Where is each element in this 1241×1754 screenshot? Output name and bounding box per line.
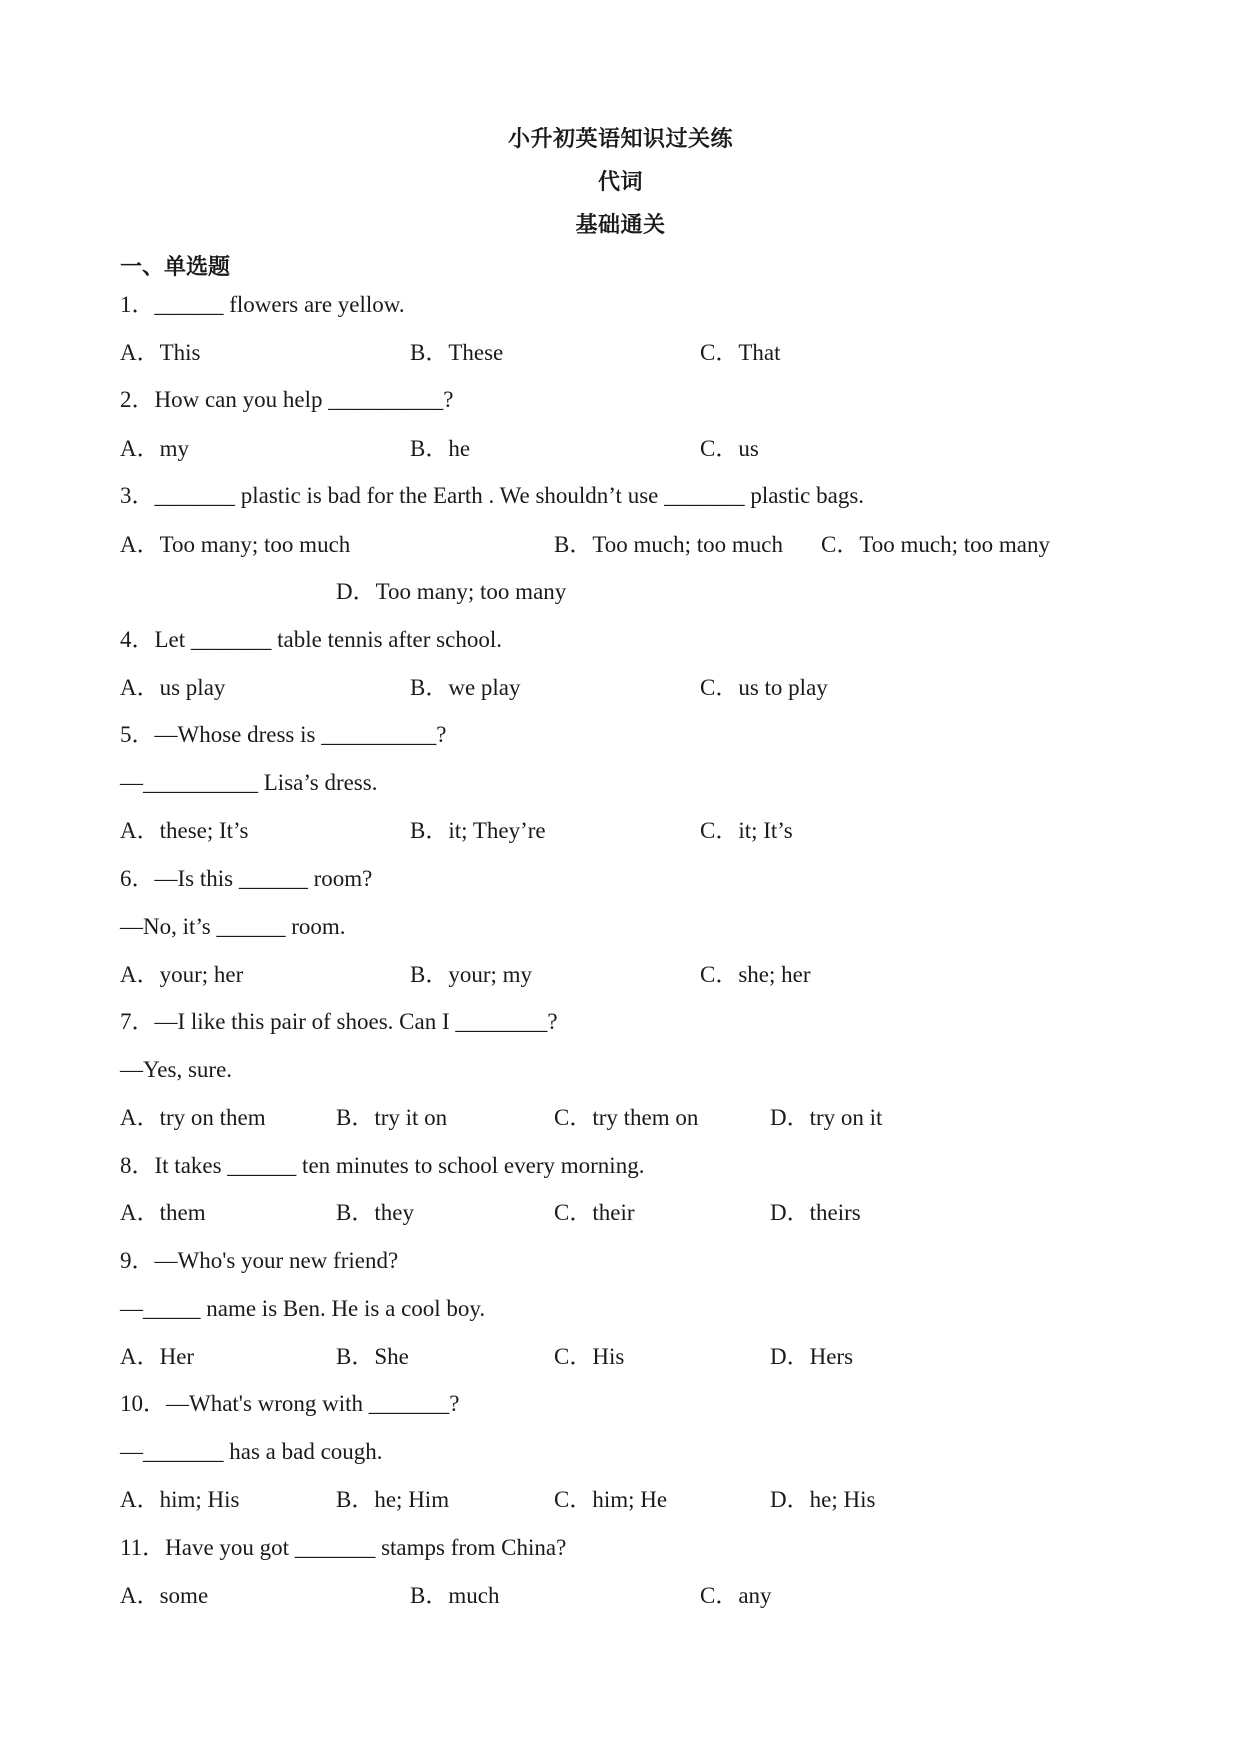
q11-option-a[interactable]: A．some bbox=[120, 1583, 209, 1608]
q8-option-b[interactable]: B．they bbox=[336, 1200, 414, 1225]
question-6-reply: —No, it’s ______ room. bbox=[120, 914, 346, 939]
q10-option-c[interactable]: C．him; He bbox=[554, 1487, 668, 1512]
q11-option-b[interactable]: B．much bbox=[410, 1583, 500, 1608]
q8-option-c[interactable]: C．their bbox=[554, 1200, 635, 1225]
doc-title: 小升初英语知识过关练 bbox=[507, 127, 733, 152]
q4-option-a[interactable]: A．us play bbox=[120, 675, 226, 700]
question-6-stem: 6．—Is this ______ room? bbox=[120, 866, 373, 891]
q6-option-b[interactable]: B．your; my bbox=[410, 962, 533, 987]
question-4-stem: 4．Let _______ table tennis after school. bbox=[120, 627, 502, 652]
q1-option-c[interactable]: C．That bbox=[700, 340, 781, 365]
question-7-stem: 7．—I like this pair of shoes. Can I ________? bbox=[120, 1009, 558, 1034]
q5-option-a[interactable]: A．these; It’s bbox=[120, 818, 249, 843]
q6-option-c[interactable]: C．she; her bbox=[700, 962, 811, 987]
question-5-reply: —__________ Lisa’s dress. bbox=[120, 770, 378, 795]
question-10-stem: 10．—What's wrong with _______? bbox=[120, 1391, 460, 1416]
q11-option-c[interactable]: C．any bbox=[700, 1583, 772, 1608]
q4-option-c[interactable]: C．us to play bbox=[700, 675, 828, 700]
q3-option-b[interactable]: B．Too much; too much bbox=[554, 532, 784, 557]
q3-option-d[interactable]: D．Too many; too many bbox=[336, 579, 567, 604]
q5-option-b[interactable]: B．it; They’re bbox=[410, 818, 546, 843]
question-8-stem: 8．It takes ______ ten minutes to school every morning. bbox=[120, 1153, 645, 1178]
q2-option-c[interactable]: C．us bbox=[700, 436, 759, 461]
q1-option-a[interactable]: A．This bbox=[120, 340, 201, 365]
question-2-stem: 2．How can you help __________? bbox=[120, 387, 454, 412]
q9-option-c[interactable]: C．His bbox=[554, 1344, 625, 1369]
question-1-stem: 1．______ flowers are yellow. bbox=[120, 292, 405, 317]
q8-option-d[interactable]: D．theirs bbox=[770, 1200, 861, 1225]
question-9-reply: —_____ name is Ben. He is a cool boy. bbox=[120, 1296, 486, 1321]
q10-option-a[interactable]: A．him; His bbox=[120, 1487, 240, 1512]
q5-option-c[interactable]: C．it; It’s bbox=[700, 818, 793, 843]
doc-subtitle: 代词 bbox=[597, 170, 643, 195]
q7-option-c[interactable]: C．try them on bbox=[554, 1105, 699, 1130]
q4-option-b[interactable]: B．we play bbox=[410, 675, 521, 700]
q3-option-a[interactable]: A．Too many; too much bbox=[120, 532, 351, 557]
question-11-stem: 11．Have you got _______ stamps from China? bbox=[120, 1535, 567, 1560]
question-7-reply: —Yes, sure. bbox=[120, 1057, 233, 1082]
doc-level: 基础通关 bbox=[575, 213, 666, 238]
q2-option-a[interactable]: A．my bbox=[120, 436, 189, 461]
section-heading: 一、单选题 bbox=[120, 255, 231, 280]
question-3-stem: 3．_______ plastic is bad for the Earth . We shouldn’t use _______ plastic bags. bbox=[120, 483, 865, 508]
question-9-stem: 9．—Who's your new friend? bbox=[120, 1248, 399, 1273]
q10-option-d[interactable]: D．he; His bbox=[770, 1487, 876, 1512]
q6-option-a[interactable]: A．your; her bbox=[120, 962, 244, 987]
q7-option-b[interactable]: B．try it on bbox=[336, 1105, 448, 1130]
q10-option-b[interactable]: B．he; Him bbox=[336, 1487, 450, 1512]
question-10-reply: —_______ has a bad cough. bbox=[120, 1439, 383, 1464]
q9-option-a[interactable]: A．Her bbox=[120, 1344, 195, 1369]
q1-option-b[interactable]: B．These bbox=[410, 340, 504, 365]
q7-option-d[interactable]: D．try on it bbox=[770, 1105, 883, 1130]
q2-option-b[interactable]: B．he bbox=[410, 436, 471, 461]
q7-option-a[interactable]: A．try on them bbox=[120, 1105, 266, 1130]
q9-option-d[interactable]: D．Hers bbox=[770, 1344, 854, 1369]
q3-option-c[interactable]: C．Too much; too many bbox=[821, 532, 1051, 557]
question-5-stem: 5．—Whose dress is __________? bbox=[120, 722, 447, 747]
q9-option-b[interactable]: B．She bbox=[336, 1344, 409, 1369]
q8-option-a[interactable]: A．them bbox=[120, 1200, 206, 1225]
